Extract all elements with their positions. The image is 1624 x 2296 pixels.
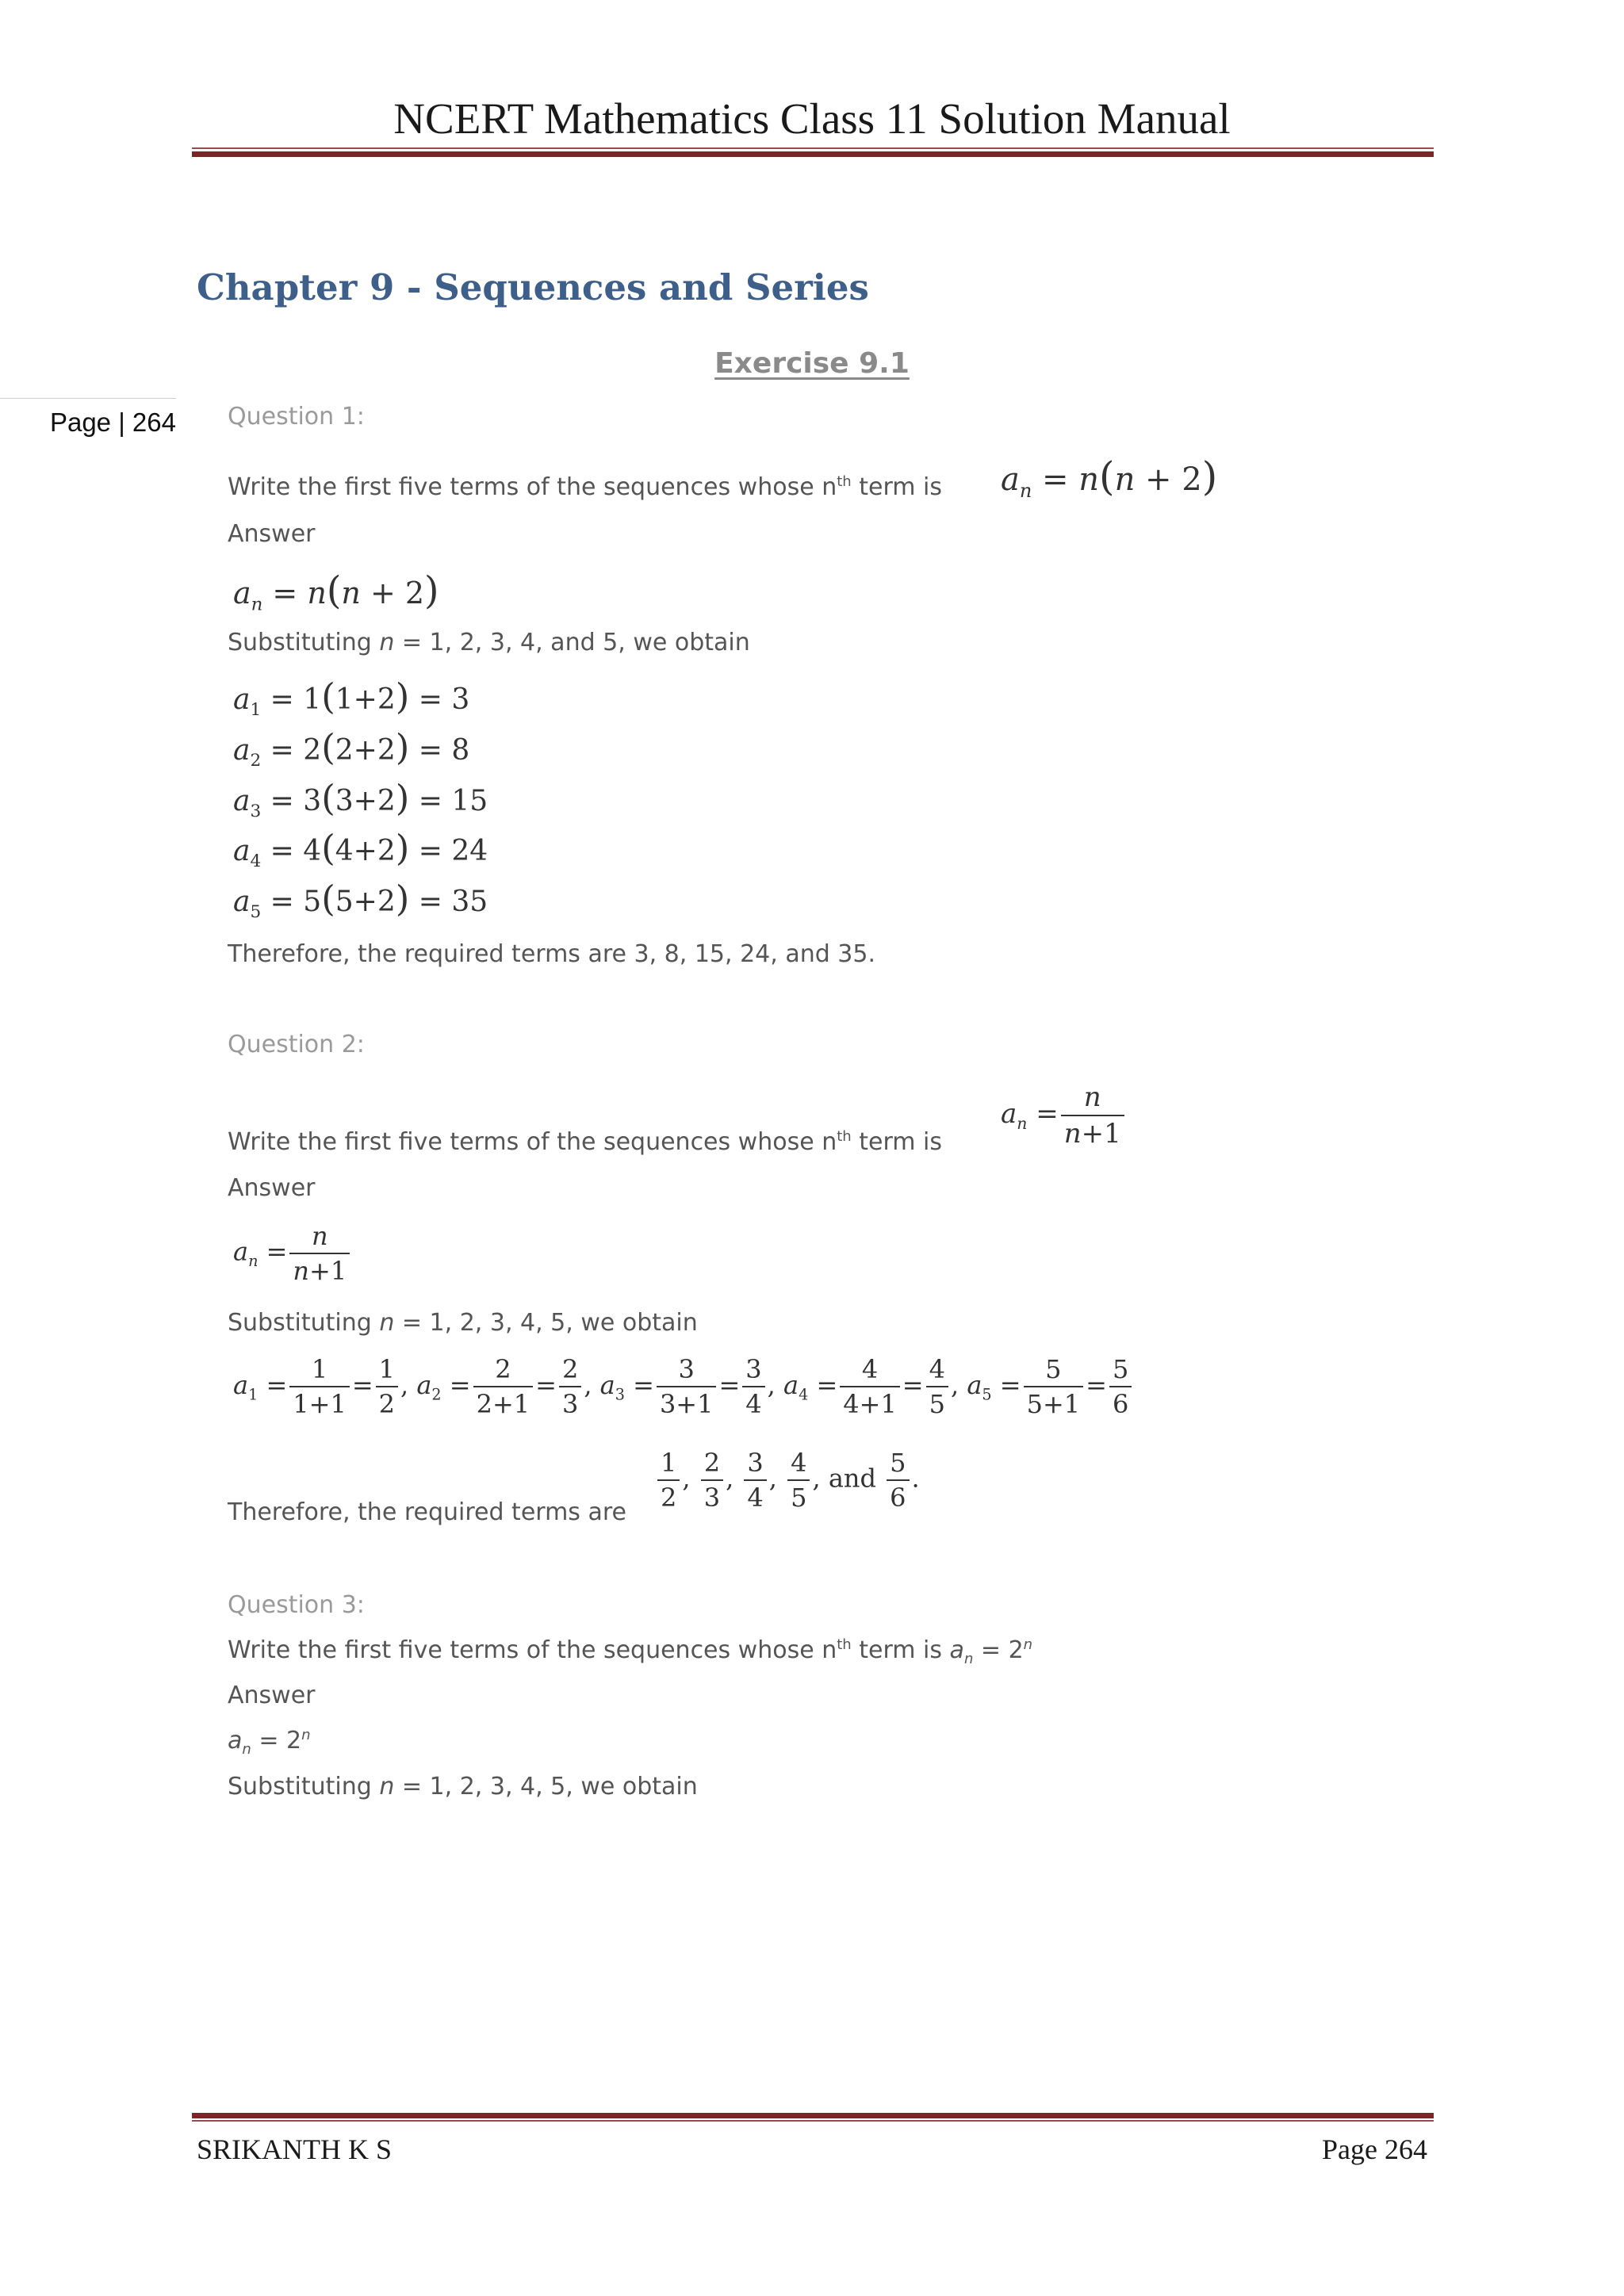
q2-term-2: $a_2$ = $\frac{2}{2+1}$ = $\frac{2}{3}$ , [416, 1354, 592, 1419]
footer-author: SRIKANTH K S [197, 2133, 393, 2165]
question-2-label: Question 2: [228, 1031, 365, 1058]
header-title: NCERT Mathematics Class 11 Solution Manual [393, 94, 1231, 143]
question-2-conclusion-terms: $\frac{1}{2}$ , $\frac{2}{3}$ , $\frac{3}{4}$ , $\frac{4}{5}$ , and $\frac{5}{6}$ . [655, 1448, 920, 1513]
question-2-substitution: Substituting n = 1, 2, 3, 4, 5, we obtain [228, 1309, 698, 1337]
question-1-answer-formula: $a_n = n(n + 2)$ [233, 569, 439, 615]
exercise-title: Exercise 9.1 [714, 347, 910, 380]
q2-term-3: $a_3$ = $\frac{3}{3+1}$ = $\frac{3}{4}$ , [599, 1354, 776, 1419]
question-3-prompt: Write the first five terms of the sequences whose $n^{th}$ term is $a_n = 2^n$ [228, 1636, 1033, 1667]
question-1-conclusion: Therefore, the required terms are 3, 8, 15, 24, and 35. [228, 940, 876, 968]
footer-rule-thin [192, 2120, 1434, 2122]
q2-term-1: $a_1$ = $\frac{1}{1+1}$ = $\frac{1}{2}$ , [233, 1354, 409, 1419]
header-rule-thick [192, 151, 1434, 157]
question-1-substitution: Substituting n = 1, 2, 3, 4, and 5, we obtain [228, 629, 750, 656]
question-2-formula: $a_n$ = $\frac{n}{n+1}$ [1001, 1081, 1127, 1150]
question-1-formula: $a_n = n(n + 2)$ [1001, 453, 1218, 502]
question-2-conclusion: Therefore, the required terms are [228, 1498, 626, 1526]
chapter-title: Chapter 9 - Sequences and Series [197, 266, 869, 308]
q2-term-5: $a_5$ = $\frac{5}{5+1}$ = $\frac{5}{6}$ [967, 1370, 1134, 1400]
q2-terms-row [233, 1354, 1134, 1419]
question-2-answer-formula: $a_n$ = $\frac{n}{n+1}$ [233, 1221, 352, 1286]
question-3-answer-label: Answer [228, 1682, 316, 1709]
question-1-prompt: Write the first five terms of the sequences whose $n^{th}$ term is [228, 473, 942, 501]
q1-term-2: $a_2 = 2(2+2) = 8$ [233, 726, 470, 771]
footer-rule-thick [192, 2113, 1434, 2118]
question-1-label: Question 1: [228, 403, 365, 430]
question-3-label: Question 3: [228, 1591, 365, 1619]
q1-term-1: $a_1 = 1(1+2) = 3$ [233, 675, 470, 721]
page-tab-divider [0, 398, 176, 399]
question-2-answer-label: Answer [228, 1174, 316, 1202]
q2-term-4: $a_4$ = $\frac{4}{4+1}$ = $\frac{4}{5}$ , [783, 1354, 959, 1419]
question-1-answer-label: Answer [228, 520, 316, 548]
question-2-prompt: Write the first five terms of the sequences whose $n^{th}$ term is [228, 1128, 942, 1156]
header-rule-thin [192, 147, 1434, 149]
q1-term-3: $a_3 = 3(3+2) = 15$ [233, 777, 488, 822]
question-3-answer-formula: $a_n = 2^n$ [228, 1727, 311, 1758]
page-tab-label: Page | 264 [49, 408, 176, 437]
question-3-substitution: Substituting n = 1, 2, 3, 4, 5, we obtain [228, 1773, 698, 1800]
q1-term-4: $a_4 = 4(4+2) = 24$ [233, 827, 488, 872]
q1-term-5: $a_5 = 5(5+2) = 35$ [233, 878, 488, 923]
footer-page-number: Page 264 [1322, 2133, 1427, 2165]
